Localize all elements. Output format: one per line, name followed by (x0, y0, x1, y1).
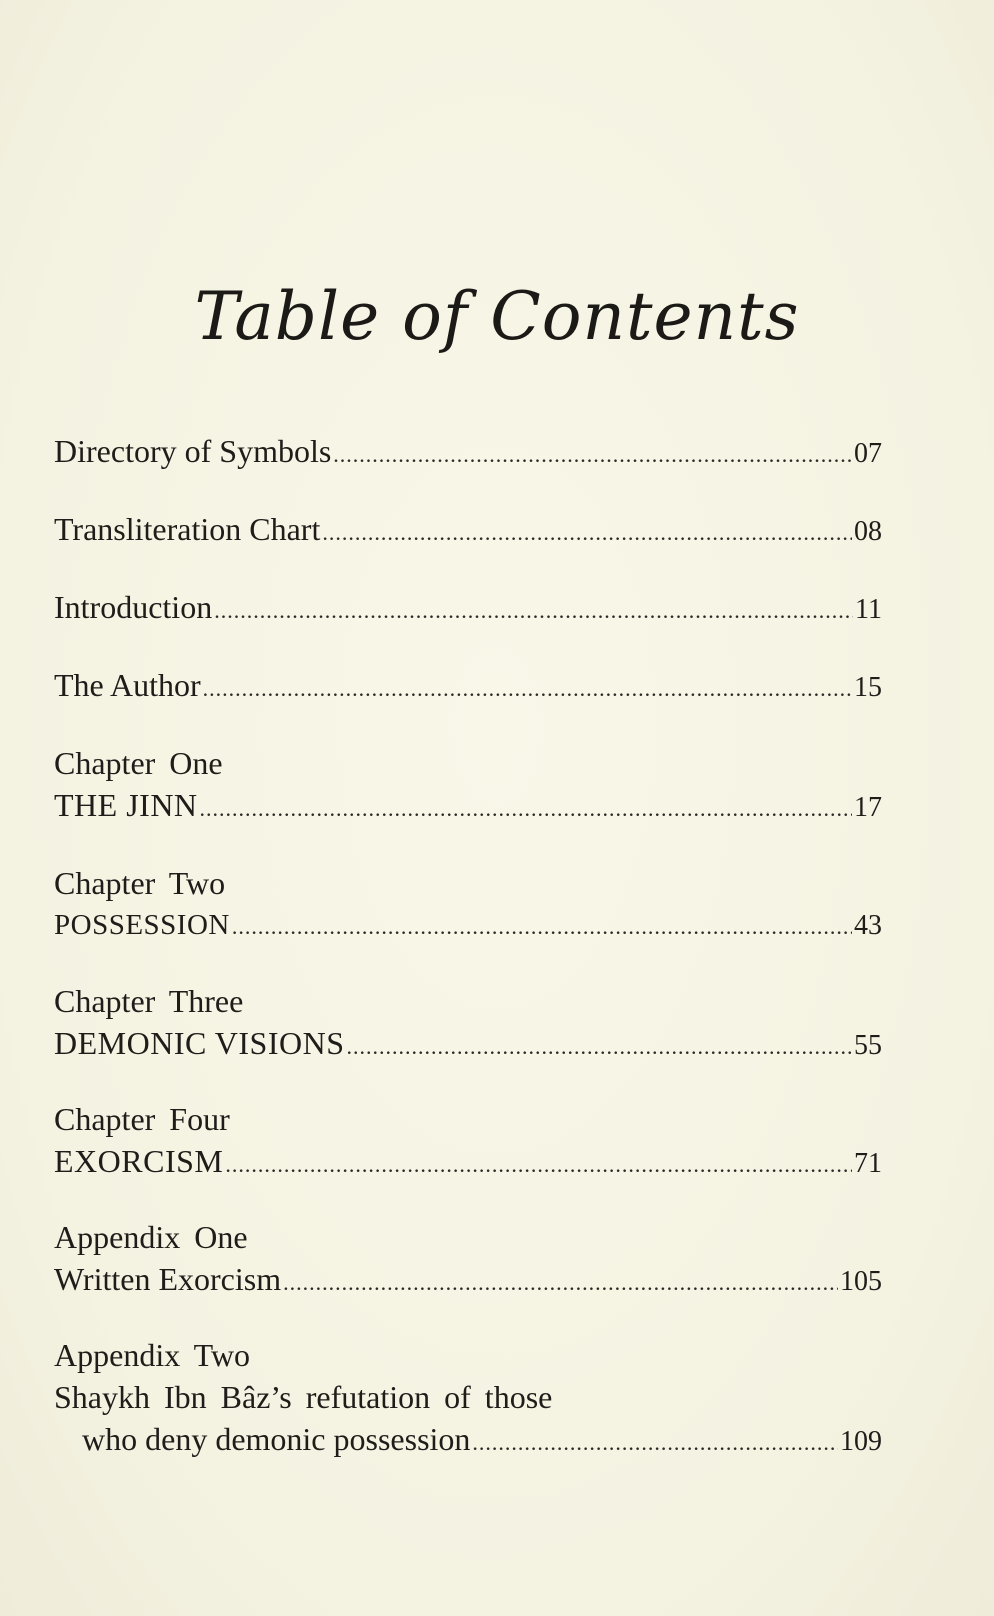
entry-label: EXORCISM (54, 1143, 224, 1179)
page-number: 105 (840, 1266, 882, 1297)
entry-label: THE JINN (54, 787, 198, 823)
toc-entry-chapter-two (54, 862, 882, 948)
dot-leader (214, 590, 853, 632)
toc-entry-transliteration-chart (54, 508, 882, 554)
dot-leader (283, 1262, 838, 1304)
dot-leader (333, 434, 852, 476)
toc-entry-the-author (54, 664, 882, 710)
dot-leader (232, 906, 852, 948)
page-number: 11 (855, 594, 882, 625)
entry-label: DEMONIC VISIONS (54, 1025, 345, 1061)
toc-entry-introduction (54, 586, 882, 632)
page-number: 109 (840, 1426, 882, 1457)
toc-entry-chapter-one (54, 742, 882, 830)
page-number: 08 (854, 516, 882, 547)
toc-entry-directory-of-symbols (54, 430, 882, 476)
page-number: 15 (854, 672, 882, 703)
dot-leader (200, 788, 852, 830)
toc-entry-appendix-one (54, 1216, 882, 1304)
dot-leader (346, 1026, 852, 1068)
entry-label: Introduction (54, 589, 213, 625)
dot-leader (472, 1422, 838, 1464)
chapter-heading: Appendix One (54, 1219, 248, 1255)
page-number: 07 (854, 438, 882, 469)
chapter-heading: Chapter Three (54, 983, 244, 1019)
chapter-heading: Chapter Four (54, 1101, 230, 1137)
entry-label: POSSESSION (54, 909, 230, 941)
entry-label: Transliteration Chart (54, 511, 321, 547)
chapter-heading: Chapter Two (54, 865, 226, 901)
dot-leader (225, 1144, 852, 1186)
page-number: 55 (854, 1030, 882, 1061)
toc-entry-appendix-two (54, 1334, 882, 1464)
page-number: 17 (854, 792, 882, 823)
entry-label: Written Exorcism (54, 1261, 282, 1297)
entry-label-line-1: Shaykh Ibn Bâz’s refutation of those (54, 1379, 553, 1415)
page-number: 43 (854, 910, 882, 941)
entry-label: Directory of Symbols (54, 433, 332, 469)
chapter-heading: Appendix Two (54, 1337, 251, 1373)
toc-entry-chapter-three (54, 980, 882, 1068)
chapter-heading: Chapter One (54, 745, 223, 781)
dot-leader (203, 668, 852, 710)
page-title: Table of Contents (194, 278, 800, 355)
toc-entry-chapter-four (54, 1098, 882, 1186)
dot-leader (322, 512, 852, 554)
entry-label: The Author (54, 667, 201, 703)
entry-label: who deny demonic possession (82, 1421, 471, 1457)
page-number: 71 (854, 1148, 882, 1179)
